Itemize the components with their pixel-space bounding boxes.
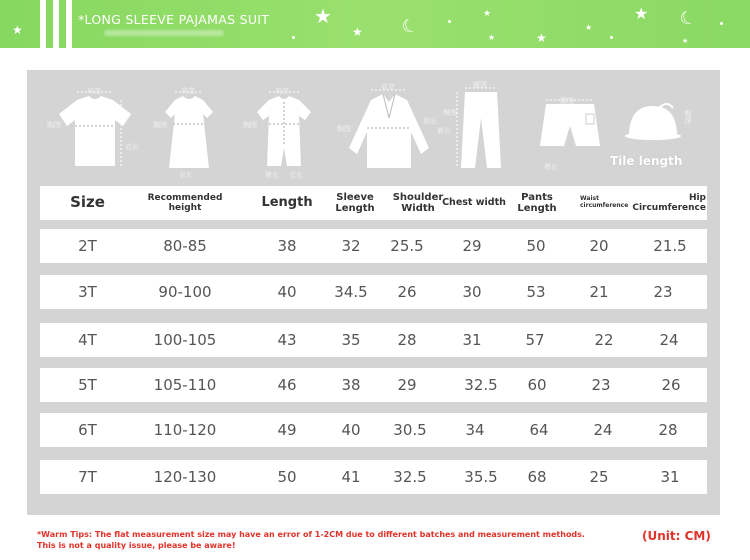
cell-length: 46: [277, 376, 297, 394]
table-row: [40, 229, 707, 263]
cell-waist: 21: [589, 283, 609, 301]
cell-chest: 29: [462, 237, 482, 255]
cell-length: 40: [277, 283, 297, 301]
table-row: [40, 368, 707, 402]
cell-waist: 22: [594, 331, 614, 349]
cell-size: 5T: [78, 376, 97, 394]
cell-height: 100-105: [153, 331, 217, 349]
illustration-label: 胸围: [47, 121, 61, 129]
star-icon: ★: [634, 4, 649, 23]
cell-hip: 21.5: [653, 237, 687, 255]
cell-chest: 32.5: [464, 376, 498, 394]
star-icon: ★: [483, 9, 492, 19]
trousers-illustration: [435, 78, 527, 178]
cell-shoulder: 28: [397, 331, 417, 349]
cell-size: 4T: [78, 331, 97, 349]
hat-illustration: [619, 78, 699, 158]
star-icon: ★: [682, 37, 689, 45]
table-row: [40, 460, 707, 494]
cell-shoulder: 29: [397, 376, 417, 394]
star-icon: ★: [536, 31, 547, 45]
cell-chest: 35.5: [464, 468, 498, 486]
cell-height: 90-100: [158, 283, 212, 301]
cell-pants: 53: [526, 283, 546, 301]
cell-pants: 60: [527, 376, 547, 394]
cell-hip: 23: [653, 283, 673, 301]
dress-illustration: [149, 78, 229, 178]
cell-height: 105-110: [153, 376, 217, 394]
header-hip-circumference: Hip Circumference: [632, 192, 707, 213]
header-length: Length: [261, 194, 313, 210]
cell-size: 6T: [78, 421, 97, 439]
cell-sleeve: 32: [341, 237, 361, 255]
illustration-label: 腰围: [560, 97, 574, 105]
cell-size: 7T: [78, 468, 97, 486]
title-banner: [0, 0, 750, 48]
cell-shoulder: 30.5: [393, 421, 427, 439]
cell-pants: 50: [526, 237, 546, 255]
header-chest-width: Chest width: [442, 196, 506, 208]
illustration-label: 胸围: [337, 125, 351, 133]
banner-stripe: [66, 0, 72, 48]
short-sleeve-top-illustration: [47, 78, 143, 178]
illustration-label: 衣长: [125, 143, 139, 151]
illustration-label: 衣长: [289, 171, 303, 179]
illustration-label: 胸围: [153, 121, 167, 129]
banner-stripe: [53, 0, 59, 48]
cell-hip: 31: [660, 468, 680, 486]
cell-sleeve: 34.5: [334, 283, 368, 301]
star-icon: ★: [314, 4, 332, 28]
illustration-label: 帽深: [684, 110, 692, 124]
cell-sleeve: 41: [341, 468, 361, 486]
cell-pants: 57: [525, 331, 545, 349]
cell-length: 49: [277, 421, 297, 439]
warm-tips-note: [37, 529, 597, 551]
cell-shoulder: 25.5: [390, 237, 424, 255]
cell-waist: 23: [591, 376, 611, 394]
cell-sleeve: 35: [341, 331, 361, 349]
cell-size: 2T: [78, 237, 97, 255]
cell-chest: 31: [462, 331, 482, 349]
illustration-label: 袖长: [423, 117, 437, 125]
star-icon: ★: [12, 23, 23, 37]
header-sleeve-length: Sleeve Length: [335, 191, 375, 214]
cell-waist: 25: [589, 468, 609, 486]
table-row: [40, 323, 707, 357]
sparkle-dot: [448, 20, 451, 23]
illustration-label: 裤长: [437, 127, 451, 135]
header-waist-circumference: Waist circumference: [580, 195, 629, 209]
star-icon: ★: [488, 33, 496, 42]
table-row: [40, 413, 707, 447]
cell-size: 3T: [78, 283, 97, 301]
banner-stripe: [40, 0, 46, 48]
illustration-label: 肩宽: [275, 87, 289, 95]
sparkle-dot: [610, 36, 613, 39]
banner-underline: [104, 30, 224, 36]
cell-chest: 34: [465, 421, 485, 439]
illustration-label: 胸围: [243, 121, 257, 129]
illustration-label: 肩宽: [181, 87, 195, 95]
sparkle-dot: [292, 36, 295, 39]
moon-icon: ☾: [398, 13, 422, 40]
table-header-row: [40, 186, 707, 220]
romper-illustration: [239, 78, 329, 178]
cell-height: 110-120: [153, 421, 217, 439]
cell-height: 80-85: [163, 237, 207, 255]
header-recommended-height: Recommended height: [147, 192, 223, 213]
illustration-label: 腰围: [473, 81, 487, 89]
header-shoulder-width: Shoulder Width: [392, 191, 444, 214]
cell-pants: 68: [527, 468, 547, 486]
illustration-label: 肩宽: [87, 87, 101, 95]
cell-sleeve: 38: [341, 376, 361, 394]
cell-chest: 30: [462, 283, 482, 301]
cell-shoulder: 26: [397, 283, 417, 301]
cell-sleeve: 40: [341, 421, 361, 439]
illustration-label: 臀围: [443, 109, 457, 117]
header-size: Size: [70, 193, 105, 212]
size-chart-panel: [27, 70, 720, 515]
cell-length: 43: [277, 331, 297, 349]
illustration-label: 衣长: [179, 171, 193, 179]
sparkle-dot: [720, 22, 723, 25]
cell-height: 120-130: [153, 468, 217, 486]
table-row: [40, 275, 707, 309]
warm-tips-line: This is not a quality issue, please be aware!: [37, 541, 236, 550]
star-icon: ★: [585, 23, 593, 32]
cell-length: 50: [277, 468, 297, 486]
shorts-illustration: [532, 78, 608, 178]
unit-label: (Unit: CM): [642, 529, 711, 543]
cell-hip: 28: [658, 421, 678, 439]
illustration-label: 肩宽: [381, 83, 395, 91]
warm-tips-line: *Warm Tips: The flat measurement size may have an error of 1-2CM due to different batches and measurement methods.: [37, 530, 585, 539]
cell-length: 38: [277, 237, 297, 255]
header-pants-length: Pants Length: [517, 191, 557, 214]
cell-waist: 24: [593, 421, 613, 439]
star-icon: ★: [352, 25, 363, 39]
illustration-label: 裤长: [265, 171, 279, 179]
long-sleeve-shirt-illustration: [331, 78, 447, 178]
cell-pants: 64: [529, 421, 549, 439]
cell-hip: 24: [659, 331, 679, 349]
tile-length-label: Tile length: [610, 154, 683, 168]
illustration-label: 裤长: [544, 163, 558, 171]
moon-icon: ☾: [676, 5, 700, 32]
banner-title: *LONG SLEEVE PAJAMAS SUIT: [78, 12, 270, 27]
cell-shoulder: 32.5: [393, 468, 427, 486]
cell-hip: 26: [661, 376, 681, 394]
cell-waist: 20: [589, 237, 609, 255]
